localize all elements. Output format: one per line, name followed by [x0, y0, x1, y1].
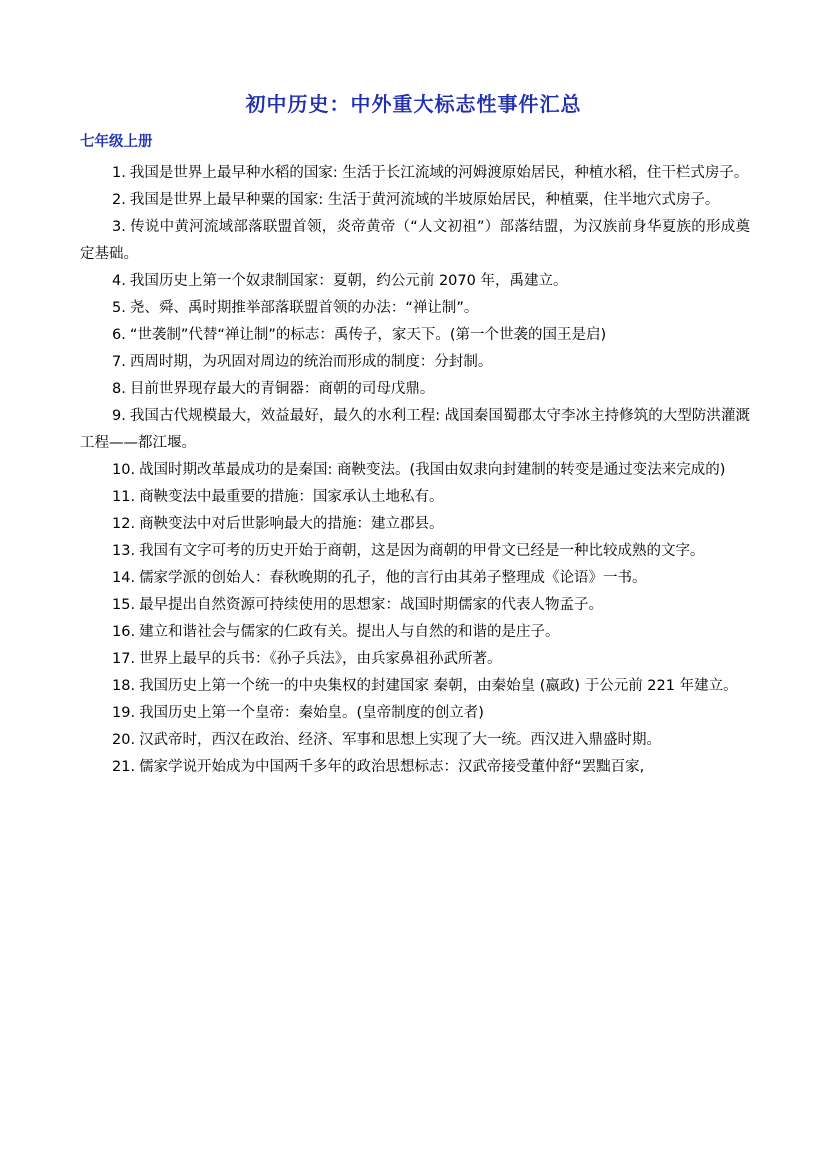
item-number: 2. [112, 192, 126, 208]
item-number: 3. [112, 219, 126, 235]
item-number: 17. [112, 651, 136, 667]
list-item [80, 268, 750, 295]
item-number: 5. [112, 300, 126, 316]
list-item [80, 160, 750, 187]
item-number: 13. [112, 543, 136, 559]
list-item [80, 403, 750, 457]
item-text: 商鞅变法中最重要的措施：国家承认土地私有。 [139, 489, 444, 505]
item-number: 9. [112, 408, 126, 424]
item-number: 6. [112, 327, 126, 343]
item-text: 我国是世界上最早种粟的国家: 生活于黄河流域的半坡原始居民，种植粟，住半地穴式房子。 [129, 192, 720, 208]
item-number: 19. [112, 705, 136, 721]
item-number: 12. [112, 516, 136, 532]
item-number: 14. [112, 570, 136, 586]
list-item [80, 484, 750, 511]
item-text: 目前世界现存最大的青铜器：商朝的司母戊鼎。 [129, 381, 435, 397]
item-number: 1. [112, 165, 126, 181]
item-text: 建立和谐社会与儒家的仁政有关。提出人与自然的和谐的是庄子。 [139, 624, 560, 640]
item-text: 我国历史上第一个奴隶制国家：夏朝，约公元前 2070 年，禹建立。 [129, 273, 568, 289]
list-item [80, 214, 750, 268]
item-text: 汉武帝时，西汉在政治、经济、军事和思想上实现了大一统。西汉进入鼎盛时期。 [139, 732, 662, 748]
item-number: 16. [112, 624, 136, 640]
item-number: 18. [112, 678, 136, 694]
item-text: 我国有文字可考的历史开始于商朝，这是因为商朝的甲骨文已经是一种比较成熟的文字。 [139, 543, 705, 559]
item-number: 10. [112, 462, 136, 478]
event-list [80, 160, 750, 781]
item-number: 8. [112, 381, 126, 397]
section-heading: 七年级上册 [80, 134, 153, 150]
item-number: 7. [112, 354, 126, 370]
item-text: 传说中黄河流域部落联盟首领，炎帝黄帝（“人文初祖”）部落结盟，为汉族前身华夏族的形成奠定基础。 [80, 219, 750, 262]
item-text: 我国历史上第一个皇帝：秦始皇。(皇帝制度的创立者) [139, 705, 484, 721]
item-text: 战国时期改革最成功的是秦国: 商鞅变法。(我国由奴隶向封建制的转变是通过变法来完成的) [139, 462, 726, 478]
item-text: 我国历史上第一个统一的中央集权的封建国家 秦朝，由秦始皇 (嬴政) 于公元前 221 年建立。 [139, 678, 738, 694]
list-item [80, 619, 750, 646]
list-item [80, 754, 750, 781]
page-title: 初中历史：中外重大标志性事件汇总 [245, 92, 582, 116]
item-text: 西周时期，为巩固对周边的统治而形成的制度：分封制。 [129, 354, 493, 370]
list-item [80, 565, 750, 592]
item-number: 20. [112, 732, 136, 748]
list-item [80, 457, 750, 484]
list-item [80, 349, 750, 376]
list-item [80, 700, 750, 727]
item-number: 21. [112, 759, 136, 775]
list-item [80, 592, 750, 619]
item-text: 儒家学派的创始人：春秋晚期的孔子，他的言行由其弟子整理成《论语》一书。 [139, 570, 647, 586]
item-text: “世袭制”代替“禅让制”的标志：禹传子，家天下。(第一个世袭的国王是启) [129, 327, 607, 343]
list-item [80, 511, 750, 538]
list-item [80, 673, 750, 700]
item-text: 世界上最早的兵书：《孙子兵法》，由兵家鼻祖孙武所著。 [139, 651, 502, 667]
item-number: 11. [112, 489, 136, 505]
list-item [80, 322, 750, 349]
list-item [80, 187, 750, 214]
list-item [80, 646, 750, 673]
list-item [80, 376, 750, 403]
item-text: 尧、舜、禹时期推举部落联盟首领的办法：“禅让制”。 [129, 300, 479, 316]
list-item [80, 727, 750, 754]
item-text: 最早提出自然资源可持续使用的思想家：战国时期儒家的代表人物孟子。 [139, 597, 604, 613]
list-item [80, 295, 750, 322]
list-item [80, 538, 750, 565]
item-text: 商鞅变法中对后世影响最大的措施：建立郡县。 [139, 516, 444, 532]
item-number: 4. [112, 273, 126, 289]
item-text: 我国古代规模最大，效益最好，最久的水利工程: 战国秦国蜀郡太守李冰主持修筑的大型防洪灌溉工程——都江堰。 [80, 408, 750, 451]
item-number: 15. [112, 597, 136, 613]
item-text: 儒家学说开始成为中国两千多年的政治思想标志：汉武帝接受董仲舒“罢黜百家, [139, 759, 645, 775]
item-text: 我国是世界上最早种水稻的国家: 生活于长江流域的河姆渡原始居民，种植水稻，住干栏式房子。 [129, 165, 749, 181]
